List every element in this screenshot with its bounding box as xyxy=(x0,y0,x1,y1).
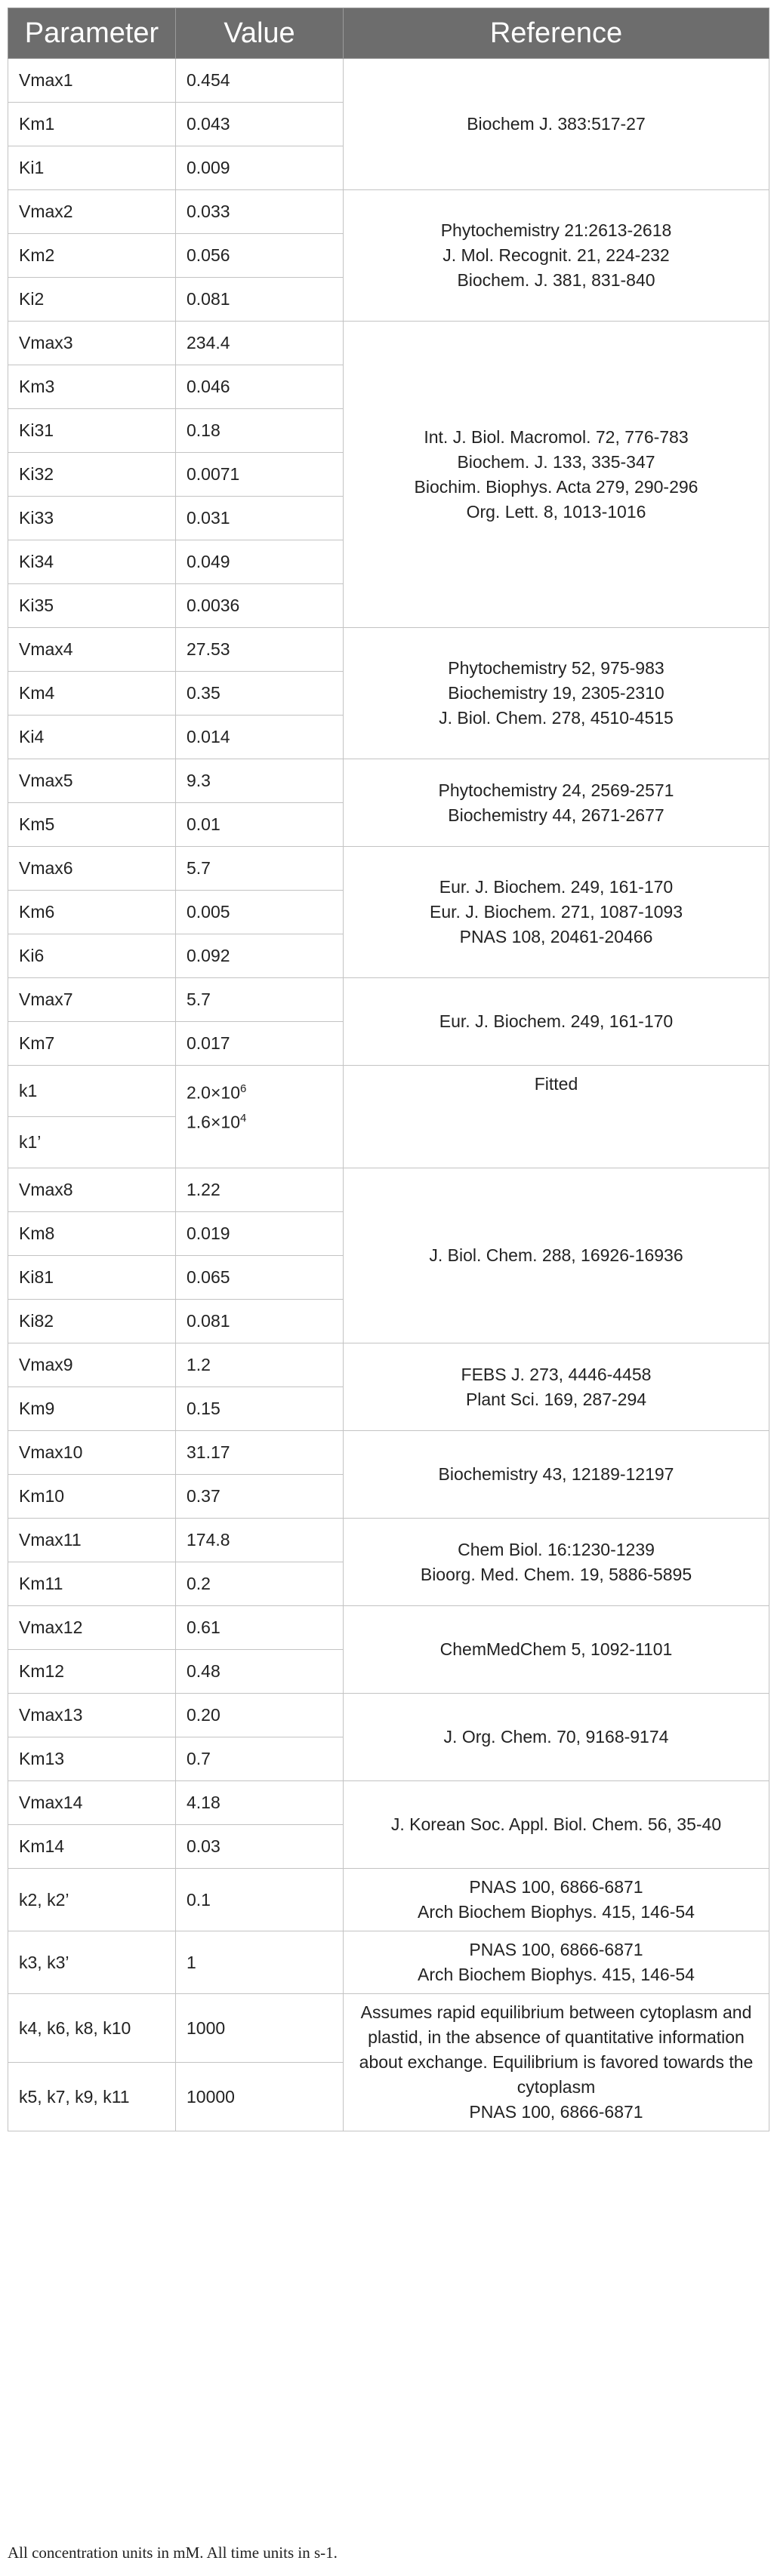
reference-text: ChemMedChem 5, 1092-1101 xyxy=(439,1639,673,1659)
parameter-cell: Km4 xyxy=(8,672,176,716)
value-cell: 0.454 xyxy=(176,59,344,103)
reference-cell xyxy=(344,1694,769,1781)
value-cell: 0.48 xyxy=(176,1650,344,1694)
value-cell: 0.01 xyxy=(176,803,344,847)
parameter-cell: Ki35 xyxy=(8,584,176,628)
header-row xyxy=(8,8,769,59)
header-reference: Reference xyxy=(344,8,769,59)
reference-cell xyxy=(344,322,769,628)
table-row xyxy=(8,190,769,234)
value-cell: 0.15 xyxy=(176,1387,344,1431)
reference-cell xyxy=(344,1869,769,1931)
table-row xyxy=(8,1519,769,1562)
value-cell: 1 xyxy=(176,1931,344,1994)
parameter-cell: Vmax9 xyxy=(8,1343,176,1387)
table-row xyxy=(8,1168,769,1212)
value-cell: 0.005 xyxy=(176,891,344,934)
value-cell: 0.019 xyxy=(176,1212,344,1256)
parameter-cell: Vmax10 xyxy=(8,1431,176,1475)
parameter-cell: k3, k3’ xyxy=(8,1931,176,1994)
value-cell: 10000 xyxy=(176,2063,344,2131)
table-row xyxy=(8,1994,769,2063)
reference-cell xyxy=(344,1931,769,1994)
parameter-cell: Km7 xyxy=(8,1022,176,1066)
parameter-table xyxy=(8,8,769,2131)
reference-text: Phytochemistry 24, 2569-2571 Biochemistry 44, 2671-2677 xyxy=(438,780,674,825)
k1-value-cell xyxy=(176,1066,344,1168)
value-cell: 0.049 xyxy=(176,540,344,584)
reference-text: FEBS J. 273, 4446-4458 Plant Sci. 169, 287-294 xyxy=(461,1364,652,1409)
parameter-cell: Vmax1 xyxy=(8,59,176,103)
value-cell: 0.03 xyxy=(176,1825,344,1869)
value-cell: 0.081 xyxy=(176,1300,344,1343)
table-row xyxy=(8,1066,769,1117)
reference-cell xyxy=(344,1343,769,1431)
value-cell: 1.22 xyxy=(176,1168,344,1212)
parameter-cell: Vmax8 xyxy=(8,1168,176,1212)
table-row xyxy=(8,978,769,1022)
value-cell: 5.7 xyxy=(176,847,344,891)
reference-cell xyxy=(344,190,769,322)
parameter-cell: Ki1 xyxy=(8,146,176,190)
table-row xyxy=(8,1343,769,1387)
reference-text: PNAS 100, 6866-6871 Arch Biochem Biophys. 415, 146-54 xyxy=(418,1940,695,1984)
k1-value-base: 2.0×10 xyxy=(187,1082,240,1103)
reference-text: PNAS 100, 6866-6871 Arch Biochem Biophys. 415, 146-54 xyxy=(418,1877,695,1922)
parameter-cell: Ki6 xyxy=(8,934,176,978)
value-cell: 0.046 xyxy=(176,365,344,409)
reference-text: J. Org. Chem. 70, 9168-9174 xyxy=(443,1727,669,1747)
header-value: Value xyxy=(176,8,344,59)
reference-text: Chem Biol. 16:1230-1239 Bioorg. Med. Chem. 19, 5886-5895 xyxy=(420,1539,692,1584)
parameter-cell: Km11 xyxy=(8,1562,176,1606)
value-cell: 27.53 xyxy=(176,628,344,672)
parameter-cell: Ki34 xyxy=(8,540,176,584)
value-cell: 31.17 xyxy=(176,1431,344,1475)
reference-text: Fitted xyxy=(534,1074,578,1094)
parameter-cell: Ki81 xyxy=(8,1256,176,1300)
header-parameter: Parameter xyxy=(8,8,176,59)
parameter-cell: Km5 xyxy=(8,803,176,847)
table-row xyxy=(8,1431,769,1475)
parameter-cell: Km10 xyxy=(8,1475,176,1519)
value-cell: 1000 xyxy=(176,1994,344,2063)
parameter-cell: Km12 xyxy=(8,1650,176,1694)
value-cell: 0.18 xyxy=(176,409,344,453)
value-cell: 0.009 xyxy=(176,146,344,190)
value-cell: 0.7 xyxy=(176,1737,344,1781)
reference-cell xyxy=(344,1431,769,1519)
reference-cell xyxy=(344,59,769,190)
parameter-cell: k1 xyxy=(8,1066,176,1117)
parameter-cell: Vmax4 xyxy=(8,628,176,672)
k1-value xyxy=(187,1076,332,1106)
reference-text: Eur. J. Biochem. 249, 161-170 Eur. J. Biochem. 271, 1087-1093 PNAS 108, 20461-20466 xyxy=(430,877,683,946)
reference-cell xyxy=(344,1781,769,1869)
parameter-cell: Km3 xyxy=(8,365,176,409)
parameter-cell: Ki2 xyxy=(8,278,176,322)
value-cell: 0.092 xyxy=(176,934,344,978)
value-cell: 0.056 xyxy=(176,234,344,278)
parameter-cell: Ki82 xyxy=(8,1300,176,1343)
value-cell: 0.014 xyxy=(176,716,344,759)
parameter-cell: Ki33 xyxy=(8,497,176,540)
reference-text: Biochemistry 43, 12189-12197 xyxy=(438,1464,674,1484)
parameter-cell: Km8 xyxy=(8,1212,176,1256)
parameter-cell: k2, k2’ xyxy=(8,1869,176,1931)
reference-text: Phytochemistry 21:2613-2618 J. Mol. Recognit. 21, 224-232 Biochem. J. 381, 831-840 xyxy=(440,220,672,290)
parameter-cell: Km2 xyxy=(8,234,176,278)
reference-cell xyxy=(344,1066,769,1168)
parameter-cell: k5, k7, k9, k11 xyxy=(8,2063,176,2131)
parameter-cell: Vmax7 xyxy=(8,978,176,1022)
parameter-cell: Km9 xyxy=(8,1387,176,1431)
table-row xyxy=(8,759,769,803)
value-cell: 1.2 xyxy=(176,1343,344,1387)
value-cell: 0.031 xyxy=(176,497,344,540)
reference-cell xyxy=(344,759,769,847)
parameter-cell: k4, k6, k8, k10 xyxy=(8,1994,176,2063)
parameter-cell: Ki32 xyxy=(8,453,176,497)
footnote: All concentration units in mM. All time units in s-1. xyxy=(8,2544,338,2562)
parameter-cell: Vmax11 xyxy=(8,1519,176,1562)
reference-text: Int. J. Biol. Macromol. 72, 776-783 Biochem. J. 133, 335-347 Biochim. Biophys. Acta 279, 290-296 Org. Lett. 8, 1013-1016 xyxy=(414,426,698,522)
value-cell: 174.8 xyxy=(176,1519,344,1562)
parameter-cell: Vmax6 xyxy=(8,847,176,891)
reference-cell xyxy=(344,628,769,759)
parameter-cell: k1’ xyxy=(8,1117,176,1168)
table-row xyxy=(8,628,769,672)
parameter-cell: Vmax3 xyxy=(8,322,176,365)
table-container xyxy=(8,8,769,2131)
parameter-cell: Km1 xyxy=(8,103,176,146)
reference-cell xyxy=(344,1606,769,1694)
value-cell: 9.3 xyxy=(176,759,344,803)
value-cell: 0.081 xyxy=(176,278,344,322)
parameter-cell: Vmax12 xyxy=(8,1606,176,1650)
value-cell: 0.1 xyxy=(176,1869,344,1931)
value-cell: 0.033 xyxy=(176,190,344,234)
table-row xyxy=(8,1869,769,1931)
k1-prime-value-exponent: 4 xyxy=(240,1111,247,1125)
parameter-cell: Vmax5 xyxy=(8,759,176,803)
value-cell: 0.2 xyxy=(176,1562,344,1606)
reference-cell xyxy=(344,1168,769,1343)
parameter-cell: Vmax14 xyxy=(8,1781,176,1825)
table-row xyxy=(8,1694,769,1737)
reference-text: Eur. J. Biochem. 249, 161-170 xyxy=(439,1011,674,1031)
parameter-cell: Vmax2 xyxy=(8,190,176,234)
table-row xyxy=(8,1781,769,1825)
table-row xyxy=(8,1606,769,1650)
parameter-cell: Km14 xyxy=(8,1825,176,1869)
reference-text: Phytochemistry 52, 975-983 Biochemistry 19, 2305-2310 J. Biol. Chem. 278, 4510-4515 xyxy=(439,658,674,728)
value-cell: 234.4 xyxy=(176,322,344,365)
reference-text: J. Korean Soc. Appl. Biol. Chem. 56, 35-40 xyxy=(390,1814,722,1834)
parameter-cell: Vmax13 xyxy=(8,1694,176,1737)
value-cell: 5.7 xyxy=(176,978,344,1022)
value-cell: 4.18 xyxy=(176,1781,344,1825)
reference-text: Biochem J. 383:517-27 xyxy=(467,114,646,134)
parameter-cell: Ki4 xyxy=(8,716,176,759)
value-cell: 0.017 xyxy=(176,1022,344,1066)
value-cell: 0.0036 xyxy=(176,584,344,628)
k1-prime-value xyxy=(187,1106,332,1135)
value-cell: 0.35 xyxy=(176,672,344,716)
value-cell: 0.065 xyxy=(176,1256,344,1300)
table-row xyxy=(8,847,769,891)
table-row xyxy=(8,322,769,365)
value-cell: 0.37 xyxy=(176,1475,344,1519)
value-cell: 0.0071 xyxy=(176,453,344,497)
value-cell: 0.043 xyxy=(176,103,344,146)
value-cell: 0.61 xyxy=(176,1606,344,1650)
table-row xyxy=(8,59,769,103)
reference-cell xyxy=(344,978,769,1066)
parameter-cell: Km13 xyxy=(8,1737,176,1781)
reference-cell xyxy=(344,1519,769,1606)
parameter-cell: Km6 xyxy=(8,891,176,934)
reference-cell xyxy=(344,847,769,978)
k1-value-exponent: 6 xyxy=(240,1082,247,1095)
reference-text: Assumes rapid equilibrium between cytoplasm and plastid, in the absence of quantitative information about exchange. Equilibrium is favored towards the cytoplasm PNAS 100, 6866-6871 xyxy=(359,2002,754,2122)
k1-prime-value-base: 1.6×10 xyxy=(187,1112,240,1132)
table-body xyxy=(8,59,769,2131)
value-cell: 0.20 xyxy=(176,1694,344,1737)
parameter-cell: Ki31 xyxy=(8,409,176,453)
table-row xyxy=(8,1931,769,1994)
reference-text: J. Biol. Chem. 288, 16926-16936 xyxy=(429,1245,683,1265)
reference-cell xyxy=(344,1994,769,2131)
